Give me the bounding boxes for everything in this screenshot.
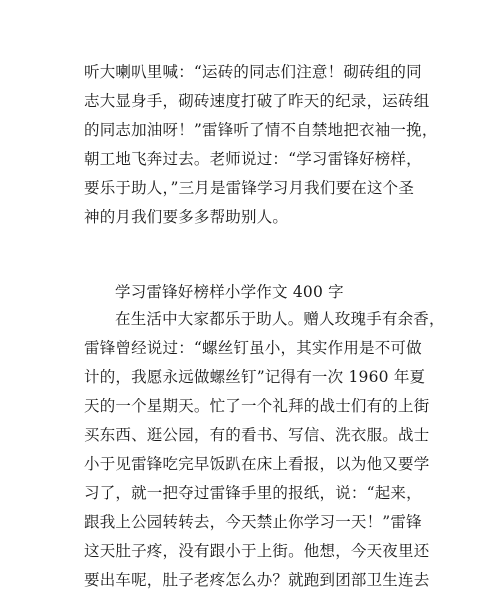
paragraph-line: 听大喇叭里喊：“运砖的同志们注意！砌砖组的同: [84, 63, 422, 81]
essay-body: [84, 305, 445, 595]
essay-title: 学习雷锋好榜样小学作文 400 字: [115, 283, 344, 301]
paragraph-line: 雷锋曾经说过：“螺丝钉虽小，其实作用是不可做: [84, 339, 422, 357]
paragraph-line: 计的，我愿永远做螺丝钉”记得有一次 1960 年夏: [84, 368, 426, 386]
paragraph-line: 跟我上公园转转去，今天禁止你学习一天！”雷锋: [84, 513, 422, 531]
paragraph-line: 天的一个星期天。忙了一个礼拜的战士们有的上街: [84, 397, 430, 415]
paragraph-line: 神的月我们要多多帮助别人。: [84, 208, 289, 226]
paragraph-line: 志大显身手，砌砖速度打破了昨天的纪录，运砖组: [84, 92, 430, 110]
paragraph-line: 小于见雷锋吃完早饭趴在床上看报，以为他又要学: [84, 455, 430, 473]
paragraph-line: 的同志加油呀！”雷锋听了情不自禁地把衣袖一挽，: [84, 121, 438, 139]
paragraph-line: 要乐于助人，”三月是雷锋学习月我们要在这个圣: [84, 179, 415, 197]
paragraph-1: [84, 58, 438, 232]
paragraph-line: 买东西、逛公园，有的看书、写信、洗衣服。战士: [84, 426, 430, 444]
paragraph-line: 要出车呢，肚子老疼怎么办？就跑到团部卫生连去: [84, 571, 430, 589]
paragraph-line: 在生活中大家都乐于助人。赠人玫瑰手有余香，: [115, 310, 445, 328]
paragraph-line: 习了，就一把夺过雷锋手里的报纸，说：“起来，: [84, 484, 422, 502]
paragraph-line: 这天肚子疼，没有跟小于上街。他想，今天夜里还: [84, 542, 430, 560]
paragraph-line: 朝工地飞奔过去。老师说过：“学习雷锋好榜样，: [84, 150, 422, 168]
